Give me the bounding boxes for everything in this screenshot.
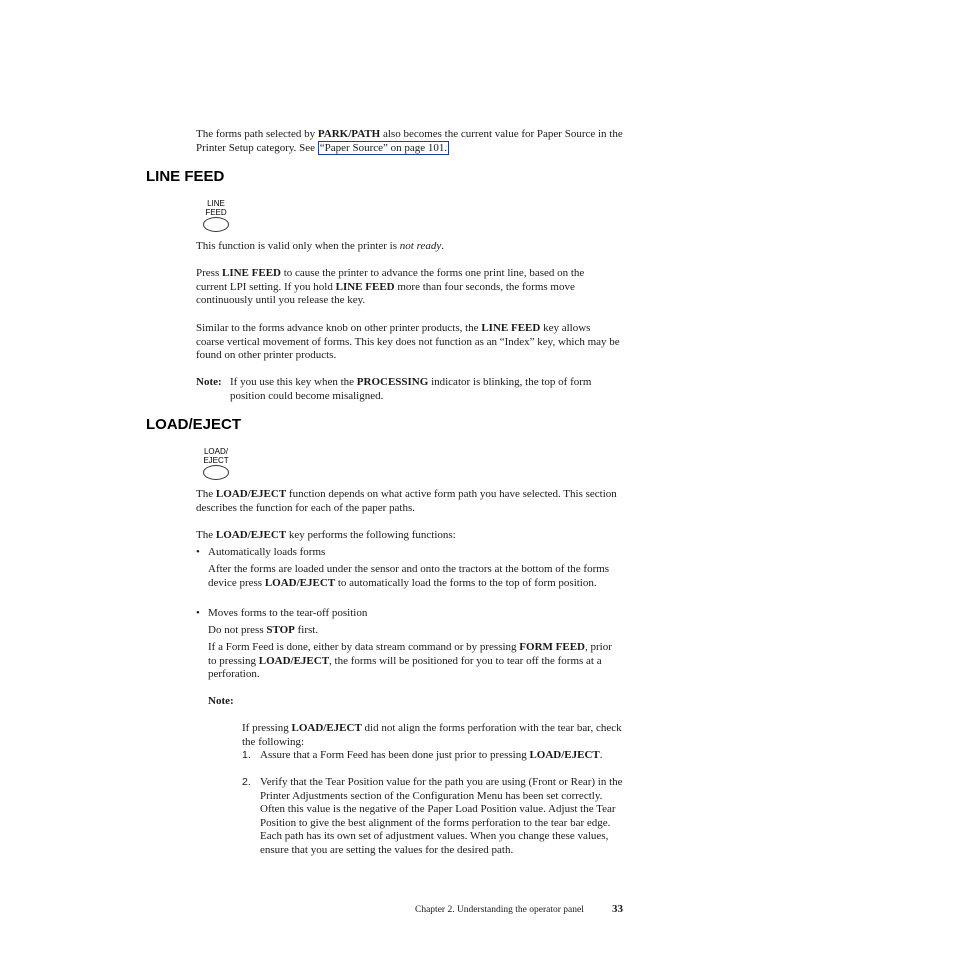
line-feed-p1: This function is valid only when the printer is not ready. xyxy=(196,240,444,252)
load-eject-key-icon xyxy=(202,447,230,480)
load-eject-key-label-1: LOAD/ xyxy=(203,447,228,456)
load-eject-heading: LOAD/EJECT xyxy=(146,416,242,433)
line-feed-heading: LINE FEED xyxy=(146,168,225,185)
bullet-item-1: Automatically loads forms xyxy=(208,546,326,558)
paper-source-link[interactable]: “Paper Source” on page 101. xyxy=(319,141,448,154)
bullet-item-2: Moves forms to the tear-off position xyxy=(208,607,368,619)
bullet-1-detail: After the forms are loaded under the sensor and onto the tractors at the bottom of the forms device press LOAD/EJECT to automatically load the forms to the top of form position. xyxy=(208,563,610,589)
intro-text-2: also becomes the current value for Paper Source in the Printer Setup category. See xyxy=(196,128,623,154)
line-feed-key-label-2: FEED xyxy=(205,208,227,217)
load-eject-p1: The LOAD/EJECT function depends on what active form path you have selected. This section describes the function for each of the paper paths. xyxy=(196,488,617,514)
key-ellipse-icon xyxy=(203,217,229,232)
line-feed-p2: Press LINE FEED to cause the printer to advance the forms one print line, based on the current LPI setting. If you hold LINE FEED more than four seconds, the forms move continuously until you release the key. xyxy=(196,267,585,307)
load-eject-note-label: Note: xyxy=(208,695,234,707)
list-number-1: 1. xyxy=(242,749,251,761)
load-eject-p2: The LOAD/EJECT key performs the following functions: xyxy=(196,529,456,541)
numbered-item-1: Assure that a Form Feed has been done just prior to pressing LOAD/EJECT. xyxy=(260,749,603,761)
load-eject-note-text: If pressing LOAD/EJECT did not align the forms perforation with the tear bar, check the following: xyxy=(242,722,622,748)
note-text: If you use this key when the PROCESSING indicator is blinking, the top of form position could become misaligned. xyxy=(230,376,592,402)
intro-paragraph xyxy=(196,128,626,155)
intro-text: The forms path selected by xyxy=(196,128,318,140)
key-ellipse-icon xyxy=(203,465,229,480)
bullet-glyph: • xyxy=(196,607,200,619)
note-label: Note: xyxy=(196,376,222,388)
page-number: 33 xyxy=(612,903,623,915)
load-eject-key-label-2: EJECT xyxy=(203,456,229,465)
line-feed-p3: Similar to the forms advance knob on other printer products, the LINE FEED key allows coarse vertical movement of forms. This key does not function as an “Index” key, which may be found on other printer products. xyxy=(196,322,620,362)
line-feed-key-icon xyxy=(202,199,230,232)
bullet-2-detail-a: Do not press STOP first. xyxy=(208,624,319,636)
list-number-2: 2. xyxy=(242,776,251,788)
numbered-item-2: Verify that the Tear Position value for the path you are using (Front or Rear) in the Printer Adjustments section of the Configuration Menu has been set correctly. Often this value is the negative of the Paper Load Position value. Adjust the Tear Position to give the best alignment of the forms perforation to the tear bar edge. Each path has its own set of adjustment values. When you change these values, ensure that you are setting the values for the desired path. xyxy=(260,776,623,856)
footer-chapter: Chapter 2. Understanding the operator panel xyxy=(415,905,584,915)
bullet-glyph: • xyxy=(196,546,200,558)
intro-bold-park-path: PARK/PATH xyxy=(317,128,381,140)
bullet-2-detail-b: If a Form Feed is done, either by data stream command or by pressing FORM FEED, prior to pressing LOAD/EJECT, the forms will be positioned for you to tear off the forms at a perforation. xyxy=(208,641,612,681)
line-feed-key-label-1: LINE xyxy=(207,199,225,208)
